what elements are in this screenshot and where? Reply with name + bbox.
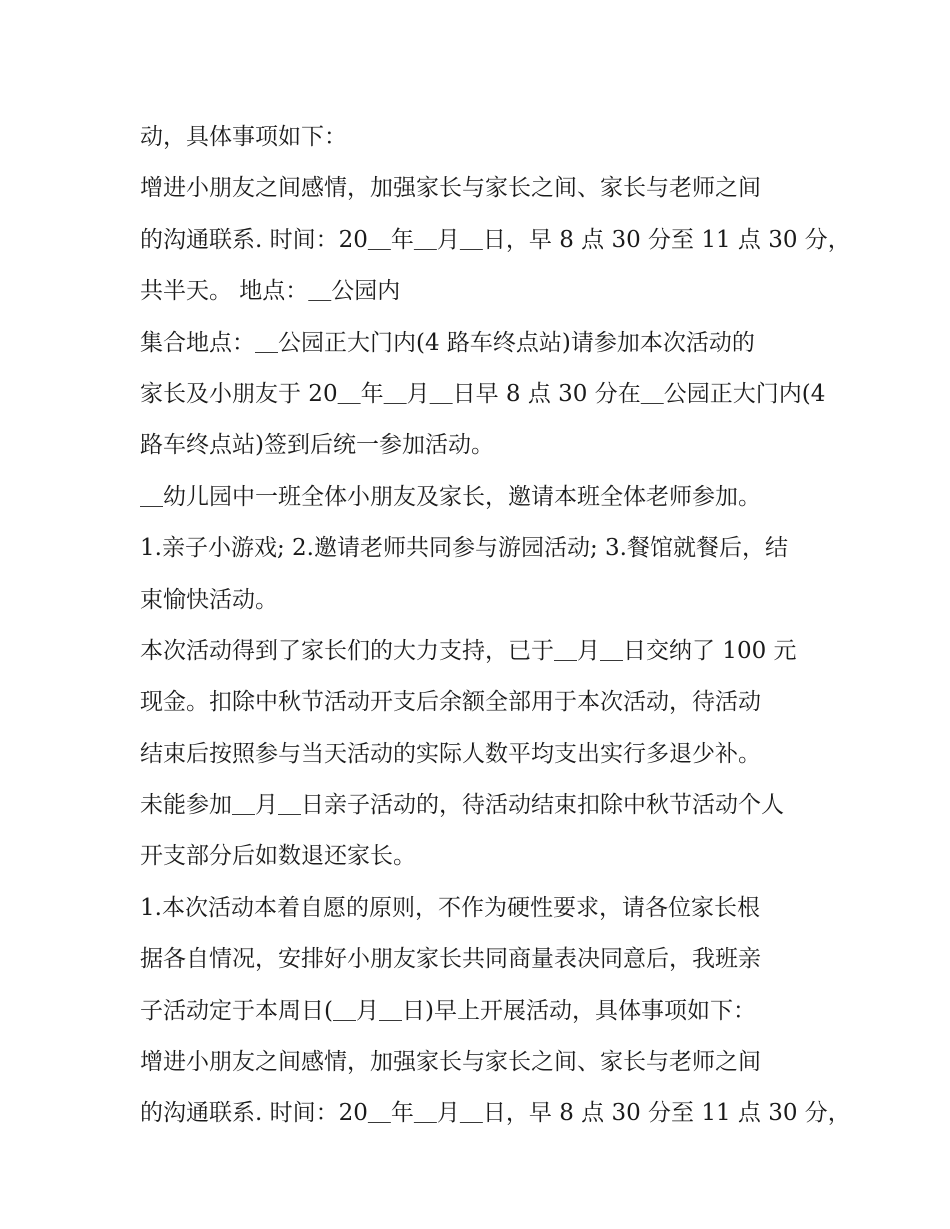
text-line: 的沟通联系. 时间：20＿年＿月＿日，早 8 点 30 分至 11 点 30 分， [140,226,851,253]
text-line: 共半天。 地点：＿公园内 [140,278,401,305]
text-line: 家长及小朋友于 20＿年＿月＿日早 8 点 30 分在＿公园正大门内(4 [140,380,826,407]
text-line: 增进小朋友之间感情，加强家长与家长之间、家长与老师之间 [140,1049,761,1076]
text-line: 1.亲子小游戏; 2.邀请老师共同参与游园活动; 3.餐馆就餐后，结 [140,535,788,562]
text-line: 集合地点：＿公园正大门内(4 路车终点站)请参加本次活动的 [140,329,755,356]
text-line: 1.本次活动本着自愿的原则，不作为硬性要求，请各位家长根 [140,894,760,921]
text-line: 结束后按照参与当天活动的实际人数平均支出实行多退少补。 [140,740,761,767]
text-line: 未能参加＿月＿日亲子活动的，待活动结束扣除中秋节活动个人 [140,792,784,819]
text-line: 现金。扣除中秋节活动开支后余额全部用于本次活动，待活动 [140,689,761,716]
text-line: 束愉快活动。 [140,586,278,613]
text-line: ＿幼儿园中一班全体小朋友及家长，邀请本班全体老师参加。 [140,483,761,510]
text-line: 子活动定于本周日(＿月＿日)早上开展活动，具体事项如下： [140,997,756,1024]
text-line: 增进小朋友之间感情，加强家长与家长之间、家长与老师之间 [140,175,761,202]
text-line: 路车终点站)签到后统一参加活动。 [140,432,494,459]
text-line: 动，具体事项如下： [140,124,347,150]
text-line: 本次活动得到了家长们的大力支持，已于＿月＿日交纳了 100 元 [140,637,797,664]
text-line: 开支部分后如数退还家长。 [140,843,416,870]
text-line: 据各自情况，安排好小朋友家长共同商量表决同意后，我班亲 [140,946,761,973]
text-line: 的沟通联系. 时间：20＿年＿月＿日，早 8 点 30 分至 11 点 30 分， [140,1100,851,1127]
